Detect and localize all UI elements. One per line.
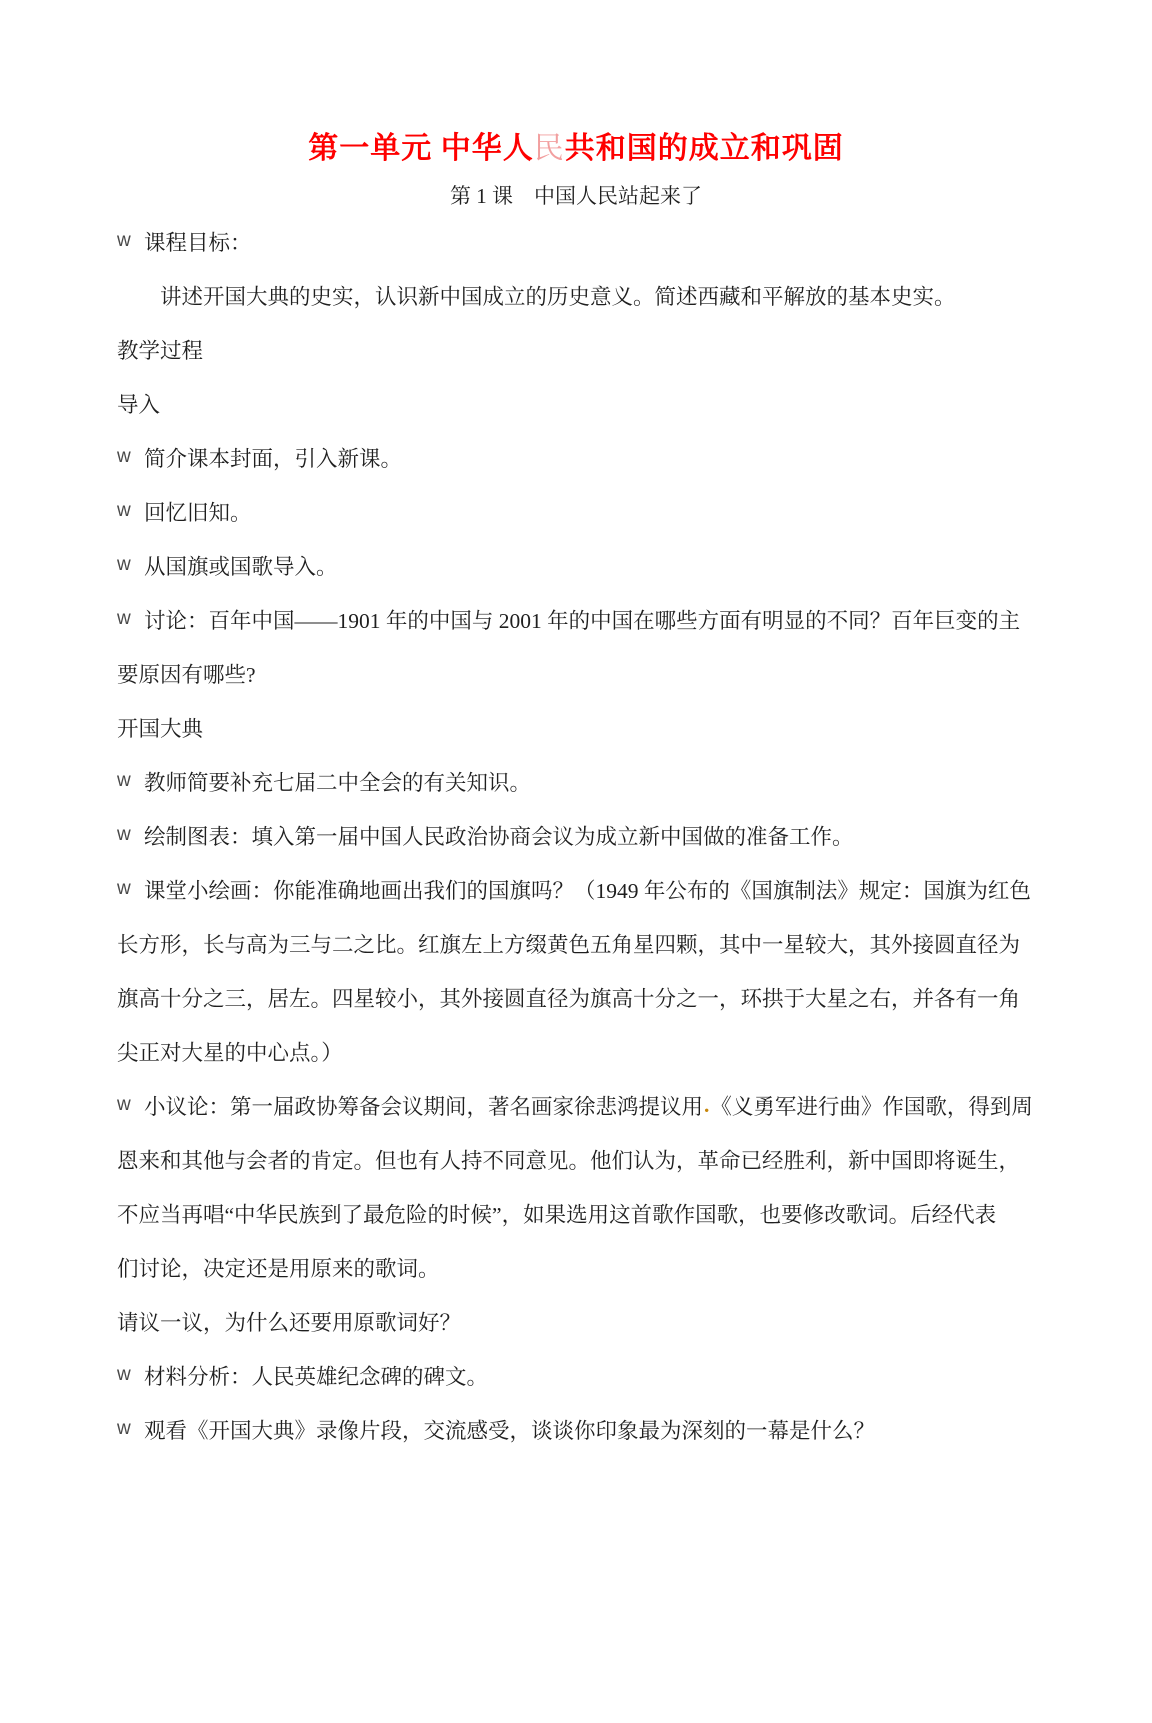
- text-line: [117, 1348, 1035, 1402]
- bullet-marker: w: [117, 1364, 131, 1385]
- line-text: 长方形，长与高为三与二之比。红旗左上方缀黄色五角星四颗，其中一星较大，其外接圆直径为: [117, 932, 1021, 957]
- line-text: 观看《开国大典》录像片段，交流感受，谈谈你印象最为深刻的一幕是什么？: [144, 1418, 876, 1443]
- text-line: [117, 700, 1035, 754]
- line-text: 教师简要补充七届二中全会的有关知识。: [144, 770, 532, 795]
- line-text: 讨论：百年中国——1901 年的中国与 2001 年的中国在哪些方面有明显的不同？百年巨变的主: [144, 608, 1021, 633]
- title-part1: 第一单元 中华人: [308, 132, 534, 165]
- bullet-marker: w: [117, 824, 131, 845]
- line-text: 开国大典: [117, 716, 204, 741]
- text-line: [117, 1024, 1035, 1078]
- bullet-marker: w: [117, 1094, 131, 1115]
- text-line: [117, 592, 1035, 646]
- text-line: [117, 376, 1035, 430]
- text-line: [117, 646, 1035, 700]
- bullet-marker: w: [117, 608, 131, 629]
- line-text: 简介课本封面，引入新课。: [144, 446, 403, 471]
- bullet-marker: w: [117, 1418, 131, 1439]
- bullet-marker: w: [117, 770, 131, 791]
- document-page: [0, 128, 1152, 1723]
- line-text: 恩来和其他与会者的肯定。但也有人持不同意见。他们认为，革命已经胜利，新中国即将诞生，: [117, 1148, 1021, 1173]
- line-text: 不应当再唱“中华民族到了最危险的时候”，如果选用这首歌作国歌，也要修改歌词。后经代表: [117, 1202, 997, 1227]
- line-text: 导入: [117, 392, 161, 417]
- bullet-marker: w: [117, 230, 131, 251]
- text-line: [117, 862, 1035, 916]
- document-body: [117, 214, 1035, 1456]
- text-line: [117, 1240, 1035, 1294]
- title-part2: 共和国的成立和巩固: [564, 132, 844, 165]
- bullet-marker: w: [117, 446, 131, 467]
- line-text: 们讨论，决定还是用原来的歌词。: [117, 1256, 440, 1281]
- bullet-marker: w: [117, 554, 131, 575]
- title-highlight-char: 民: [533, 132, 565, 165]
- line-text-part1: 小议论：第一届政协筹备会议期间，著名画家徐悲鸿提议用: [144, 1094, 704, 1119]
- spellcheck-dot: .: [704, 1092, 710, 1117]
- text-line: [117, 214, 1035, 268]
- line-text: 回忆旧知。: [144, 500, 252, 525]
- text-line: [117, 430, 1035, 484]
- text-line: [117, 1402, 1035, 1456]
- line-text: 旗高十分之三，居左。四星较小，其外接圆直径为旗高十分之一，环拱于大星之右，并各有一角: [117, 986, 1021, 1011]
- lesson-subtitle: 第 1 课 中国人民站起来了: [450, 184, 702, 208]
- line-text: 教学过程: [117, 338, 204, 363]
- text-line: [117, 268, 1035, 322]
- text-line: [117, 1132, 1035, 1186]
- line-text: 从国旗或国歌导入。: [144, 554, 338, 579]
- line-text: 请议一议，为什么还要用原歌词好？: [117, 1310, 462, 1335]
- text-line: [117, 1186, 1035, 1240]
- text-line: [117, 916, 1035, 970]
- line-text-part2: 《义勇军进行曲》作国歌，得到周: [710, 1094, 1033, 1119]
- text-line: [117, 1294, 1035, 1348]
- line-text: 要原因有哪些?: [117, 662, 256, 687]
- line-text: 绘制图表：填入第一届中国人民政治协商会议为成立新中国做的准备工作。: [144, 824, 854, 849]
- line-text: 讲述开国大典的史实，认识新中国成立的历史意义。简述西藏和平解放的基本史实。: [160, 284, 956, 309]
- bullet-marker: w: [117, 500, 131, 521]
- page-title: [117, 128, 1035, 170]
- text-line: [117, 322, 1035, 376]
- text-line: [117, 484, 1035, 538]
- bullet-marker: w: [117, 878, 131, 899]
- line-text: 课堂小绘画：你能准确地画出我们的国旗吗？（1949 年公布的《国旗制法》规定：国旗为红色: [144, 878, 1031, 903]
- line-text: 课程目标：: [144, 230, 252, 255]
- text-line: [117, 1078, 1035, 1132]
- line-text: 尖正对大星的中心点。）: [117, 1040, 343, 1065]
- line-text: 材料分析：人民英雄纪念碑的碑文。: [144, 1364, 489, 1389]
- text-line: [117, 808, 1035, 862]
- text-line: [117, 538, 1035, 592]
- text-line: [117, 754, 1035, 808]
- text-line: [117, 970, 1035, 1024]
